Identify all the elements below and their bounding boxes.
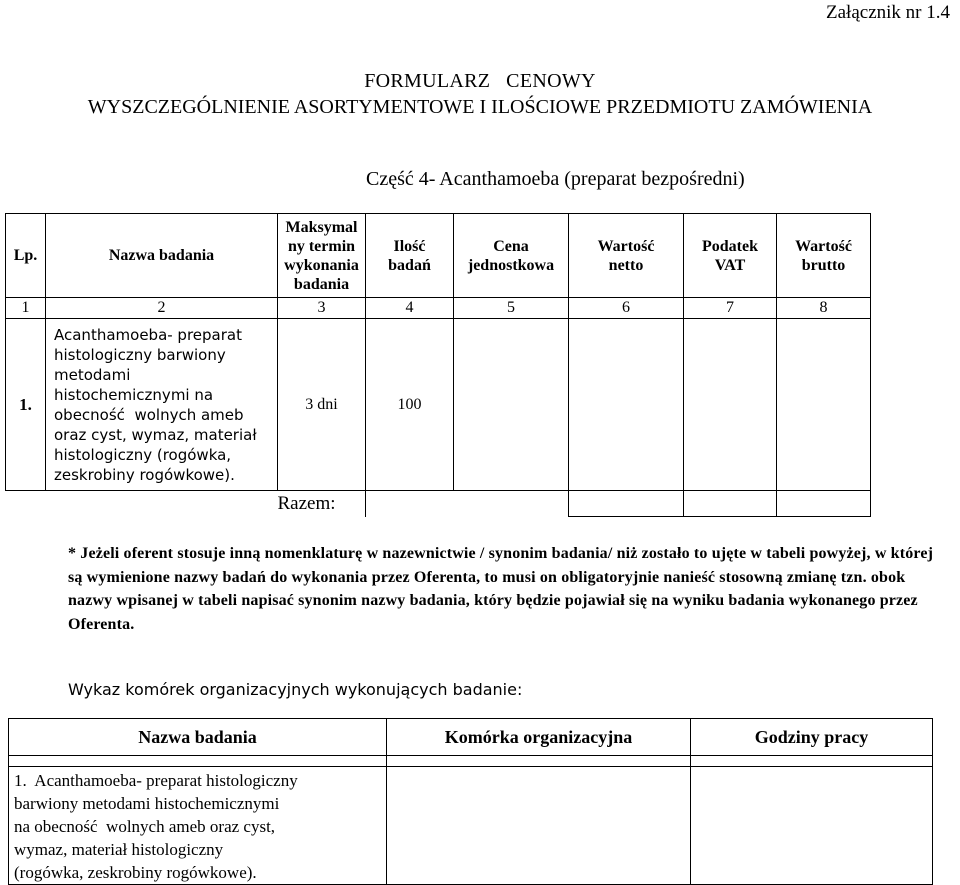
price-table (5, 213, 871, 517)
row-gross-value-cell[interactable] (777, 319, 871, 491)
attachment-label: Załącznik nr 1.4 (826, 2, 950, 23)
col-header-gross-value-line: brutto (801, 256, 846, 274)
nomenclature-note: * Jeżeli oferent stosuje inną nomenklaturę w nazewnictwie / synonim badania/ niż zostało to ujęte w tabeli powyżej, w której są wymienione nazwy badań do wykonania przez Oferenta, to musi on obligatoryjnie nanieść stosowną zmianę tzn. obok nazwy wpisanej w tabeli napisać synonim nazwy badania, który będzie pojawiał się na wyniku badania wykonanego przez Oferenta. (68, 545, 934, 633)
column-number: 6 (569, 298, 684, 319)
units-test-name-line: na obecność wolnych ameb oraz cyst, (14, 817, 276, 836)
col-header-gross-value (777, 214, 871, 298)
form-title: FORMULARZ CENOWY (364, 70, 596, 92)
col-header-unit-price-line: Cena (493, 237, 529, 255)
units-spacer-cell (387, 756, 691, 767)
total-label: Razem: (278, 491, 366, 517)
row-vat-cell[interactable] (684, 319, 777, 491)
units-header-hours: Godziny pracy (691, 719, 933, 756)
units-test-name-line: 1. Acanthamoeba- preparat histologiczny (14, 771, 298, 790)
total-spacer (366, 491, 454, 517)
col-header-vat (684, 214, 777, 298)
test-name-line: histochemicznymi na (54, 385, 214, 404)
col-header-quantity-line: Ilość (393, 237, 426, 255)
units-table (8, 718, 933, 885)
col-header-vat-line: Podatek (702, 237, 758, 255)
part-title: Część 4- Acanthamoeba (preparat bezpośredni) (366, 168, 745, 190)
total-row (6, 491, 871, 517)
row-quantity: 100 (366, 319, 454, 491)
table-row (6, 319, 871, 491)
column-number: 5 (454, 298, 569, 319)
table-row (9, 767, 933, 885)
row-lp: 1. (6, 319, 46, 491)
col-header-term-line: Maksymal (285, 218, 358, 236)
test-name-line: zeskrobiny rogówkowe). (54, 465, 235, 484)
col-header-vat-line: VAT (714, 256, 746, 274)
total-gross-value-cell[interactable] (777, 491, 871, 517)
col-header-term-line: ny termin (287, 237, 356, 255)
col-header-gross-value-line: Wartość (795, 237, 852, 255)
test-name-line: metodami (54, 365, 131, 384)
column-number: 8 (777, 298, 871, 319)
units-test-name-line: wymaz, materiał histologiczny (14, 840, 224, 859)
units-test-name-line: (rogówka, zeskrobiny rogówkowe). (14, 863, 257, 882)
units-spacer-cell (691, 756, 933, 767)
total-spacer (46, 491, 278, 517)
col-header-unit-price (454, 214, 569, 298)
column-number: 3 (278, 298, 366, 319)
test-name-line: histologiczny (rogówka, (54, 445, 232, 464)
units-list-title: Wykaz komórek organizacyjnych wykonujących badanie: (68, 680, 523, 699)
test-name-line: oraz cyst, wymaz, materiał (54, 425, 257, 444)
row-unit-price-cell[interactable] (454, 319, 569, 491)
col-header-quantity (366, 214, 454, 298)
price-header-row (6, 214, 871, 298)
form-subtitle: WYSZCZEGÓLNIENIE ASORTYMENTOWE I ILOŚCIOWE PRZEDMIOTU ZAMÓWIENIA (87, 96, 873, 118)
column-number: 7 (684, 298, 777, 319)
row-term: 3 dni (278, 319, 366, 491)
units-org-unit-cell[interactable] (387, 767, 691, 885)
units-hours-cell[interactable] (691, 767, 933, 885)
col-header-net-value-line: Wartość (597, 237, 655, 255)
column-number: 4 (366, 298, 454, 319)
units-spacer-row (9, 756, 933, 767)
row-net-value-cell[interactable] (569, 319, 684, 491)
units-header-row (9, 719, 933, 756)
col-header-term-line: badania (293, 275, 350, 293)
total-spacer (454, 491, 569, 517)
column-number-row (6, 298, 871, 319)
col-header-quantity-line: badań (388, 256, 431, 274)
total-net-value-cell[interactable] (569, 491, 684, 517)
test-name-line: Acanthamoeba- preparat (54, 325, 242, 344)
units-spacer-cell (9, 756, 387, 767)
test-name-line: obecność wolnych ameb (54, 405, 244, 424)
column-number: 1 (6, 298, 46, 319)
row-test-name (46, 319, 278, 491)
col-header-term-line: wykonania (284, 256, 359, 274)
col-header-unit-price-line: jednostkowa (467, 256, 555, 274)
test-name-line: histologiczny barwiony (54, 345, 226, 364)
units-test-name (9, 767, 387, 885)
col-header-lp: Lp. (6, 214, 46, 298)
col-header-net-value-line: netto (608, 256, 644, 274)
total-vat-cell[interactable] (684, 491, 777, 517)
units-header-name: Nazwa badania (9, 719, 387, 756)
col-header-term (278, 214, 366, 298)
total-spacer (6, 491, 46, 517)
col-header-name: Nazwa badania (46, 214, 278, 298)
col-header-net-value (569, 214, 684, 298)
column-number: 2 (46, 298, 278, 319)
units-header-unit: Komórka organizacyjna (387, 719, 691, 756)
units-test-name-line: barwiony metodami histochemicznymi (14, 794, 280, 813)
